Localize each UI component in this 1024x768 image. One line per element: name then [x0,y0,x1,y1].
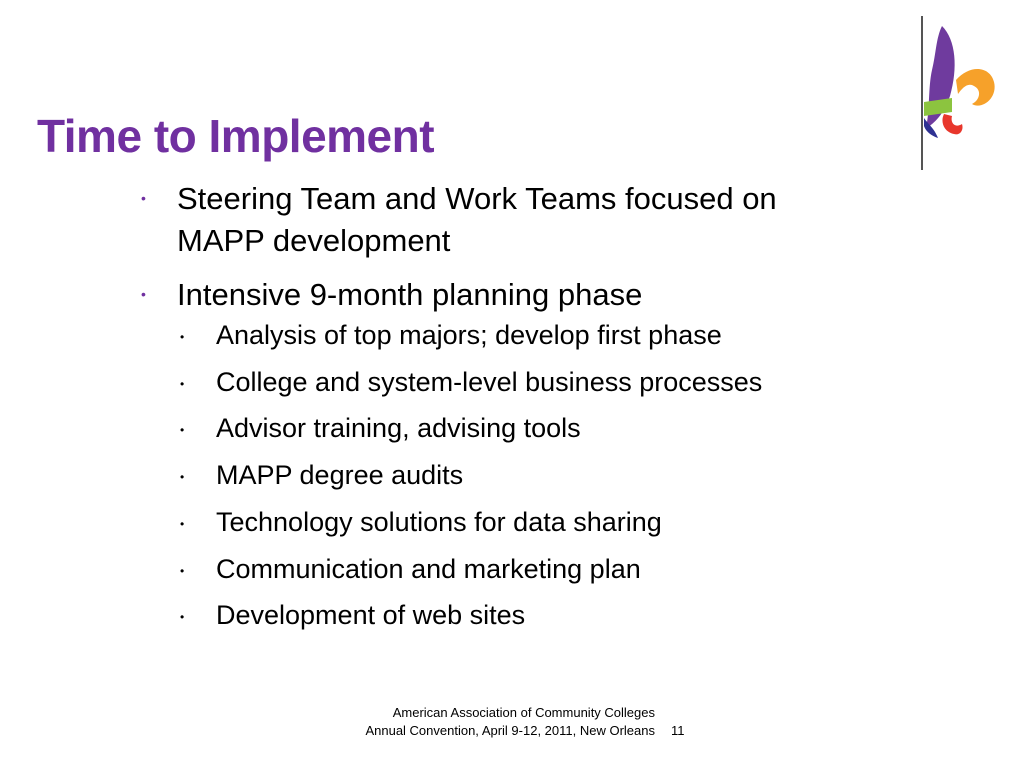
sub-bullet-text: Communication and marketing plan [216,554,641,584]
sub-bullet-text: Development of web sites [216,600,526,630]
sub-bullet-dot: • [180,423,185,437]
bullet-dot: • [141,286,146,302]
page-number: 11 [671,723,685,738]
sub-bullet-dot: • [180,610,185,624]
footer [300,704,655,740]
sub-bullet-text: Advisor training, advising tools [216,413,581,443]
sub-bullet-dot: • [180,564,185,578]
bullet-text-continued: MAPP development [177,223,451,258]
logo-red-petal [942,114,962,134]
bullet-dot: • [141,190,146,206]
sub-bullet-dot: • [180,330,185,344]
bullet-text: Intensive 9-month planning phase [177,277,643,312]
fleur-de-lis-logo [922,18,1000,148]
logo-orange-petal [956,69,995,106]
sub-bullet-dot: • [180,377,185,391]
sub-bullet-text: Analysis of top majors; develop first phase [216,320,722,350]
bullet-text: Steering Team and Work Teams focused on [177,181,777,216]
sub-bullet-text: College and system-level business processes [216,367,763,397]
footer-line-1: American Association of Community Colleges [392,705,655,720]
logo-green-band [924,98,952,116]
sub-bullet-text: Technology solutions for data sharing [216,507,662,537]
footer-line-2: Annual Convention, April 9-12, 2011, New Orleans [365,723,655,738]
sub-bullet-dot: • [180,470,185,484]
slide-title: Time to Implement [37,110,435,162]
sub-bullet-dot: • [180,517,185,531]
sub-bullet-text: MAPP degree audits [216,460,464,490]
